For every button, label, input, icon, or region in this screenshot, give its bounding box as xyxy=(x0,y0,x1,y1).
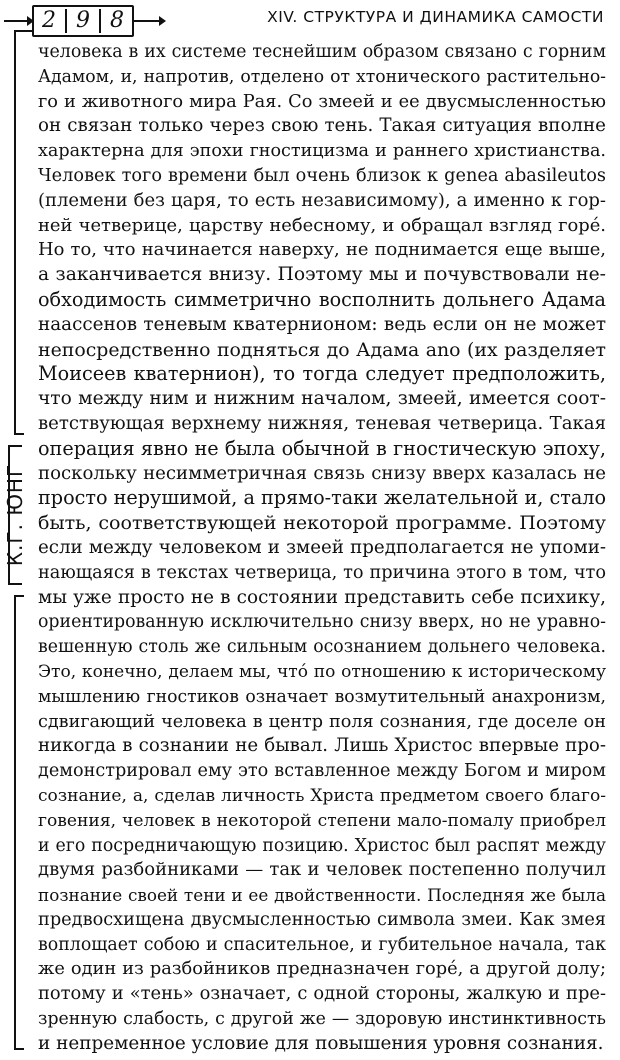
text-line: а заканчивается внизу. Поэтому мы и почувствовали не- xyxy=(38,264,606,286)
page-header xyxy=(0,0,620,44)
text-line: непосредственно подняться до Адама ano (их разделяет xyxy=(38,338,606,361)
text-line: операция явно не была обычной в гностическую эпоху, xyxy=(38,436,606,460)
text-line: демонстрировал ему это вставленное между Богом и миром xyxy=(38,761,606,782)
right-arrow-ornament xyxy=(134,20,164,22)
text-line: Это, конечно, делаем мы, чтó по отношению к историческому xyxy=(38,661,606,682)
text-line: познание своей тени и ее двойственности. Последняя же была xyxy=(38,885,606,906)
page-number-digit: 9 xyxy=(76,8,90,33)
text-line: потому и «тень» означает, с одной стороны, жалкую и пре- xyxy=(38,983,606,1005)
text-line: поскольку несимметричная связь снизу вверх казалась не xyxy=(38,462,606,484)
text-line: человека в их системе теснейшим образом связано с горним xyxy=(38,42,606,62)
author-bracket-top xyxy=(8,445,22,447)
text-line: если между человеком и змеей предполагается не упоми- xyxy=(38,536,606,558)
text-line: ветствующая верхнему нижняя, теневая четверица. Такая xyxy=(38,412,606,434)
page-number-box xyxy=(32,5,134,37)
text-line: двумя разбойниками — так и человек постепенно получил xyxy=(38,859,606,881)
text-line: ориентированную исключительно снизу вверх, но не уравно- xyxy=(38,612,606,633)
text-line: обходимость симметрично восполнить дольнего Адама xyxy=(38,287,606,311)
text-line: го и животного мира Рая. Со змеей и ее двусмысленностью xyxy=(38,91,606,112)
text-line: и непременное условие для повышения уровня сознания. xyxy=(38,1032,604,1054)
text-line: быть, соответствующей некоторой программе. Поэтому xyxy=(38,512,606,535)
page-number-digit: 8 xyxy=(110,8,124,33)
author-name: К.Г. ЮНГ xyxy=(3,463,27,567)
text-line: мы уже просто не в состоянии представить себе психику, xyxy=(38,586,606,608)
author-bracket-bottom xyxy=(8,583,22,585)
author-margin-tag xyxy=(2,445,28,585)
page-number-divider xyxy=(65,9,67,33)
margin-rule-top xyxy=(14,30,16,435)
text-line: он связан только через свою тень. Такая ситуация вполне xyxy=(38,115,606,137)
running-head: XIV. СТРУКТУРА И ДИНАМИКА САМОСТИ xyxy=(267,8,604,26)
text-line: вешенную столь же сильным осознанием дольнего человека. xyxy=(38,637,606,658)
text-line: что между ним и нижним началом, змеей, имеется соот- xyxy=(38,388,606,410)
text-line: Адамом, и, напротив, отделено от хтонического растительно- xyxy=(38,66,606,87)
text-line: и его посредничающую позицию. Христос был распят между xyxy=(38,835,606,856)
page-number-divider xyxy=(99,9,101,33)
text-line: Моисеев кватернион), то тогда следует предположить, xyxy=(38,362,606,386)
text-line: ней четверице, царству небесному, и обращал взгляд горé. xyxy=(38,214,606,236)
margin-rule-bottom xyxy=(14,595,16,1050)
text-line: же один из разбойников предназначен горé, а другой долу; xyxy=(38,959,606,980)
left-arrow-ornament xyxy=(4,20,32,22)
text-line: характерна для эпохи гностицизма и раннего христианства. xyxy=(38,141,606,162)
text-line: сдвигающий человека в центр поля сознания, где доселе он xyxy=(38,711,606,732)
text-line: предвосхищена двусмысленностью символа змеи. Как змея xyxy=(38,909,606,930)
text-line: Человек того времени был очень близок к genea abasileutos xyxy=(38,165,606,186)
text-line: зренную слабость, с другой же — здоровую инстинктивность xyxy=(38,1009,606,1030)
text-line: никогда в сознании не бывал. Лишь Христос впервые про- xyxy=(38,735,606,757)
text-line: сознание, а, сделав личность Христа предметом своего благо- xyxy=(38,785,606,806)
text-line: Но то, что начинается наверху, не поднимается еще выше, xyxy=(38,239,606,261)
text-line: говения, человек в некоторой степени мало-помалу приобрел xyxy=(38,810,606,831)
page-number-digit: 2 xyxy=(42,8,56,33)
text-line: мышлению гностиков означает возмутительный анахронизм, xyxy=(38,686,606,707)
body-text xyxy=(38,40,606,1057)
text-line: нающаяся в текстах четверица, то причина этого в том, что xyxy=(38,562,606,583)
text-line: наассенов теневым кватернионом: ведь если он не может xyxy=(38,313,606,335)
text-line: просто нерушимой, а прямо-таки желательной и, стало xyxy=(38,486,606,510)
text-line: воплощает собою и спасительное, и губительное начала, так xyxy=(38,934,606,955)
text-line: (племени без царя, то есть независимому), а именно к гор- xyxy=(38,189,606,211)
